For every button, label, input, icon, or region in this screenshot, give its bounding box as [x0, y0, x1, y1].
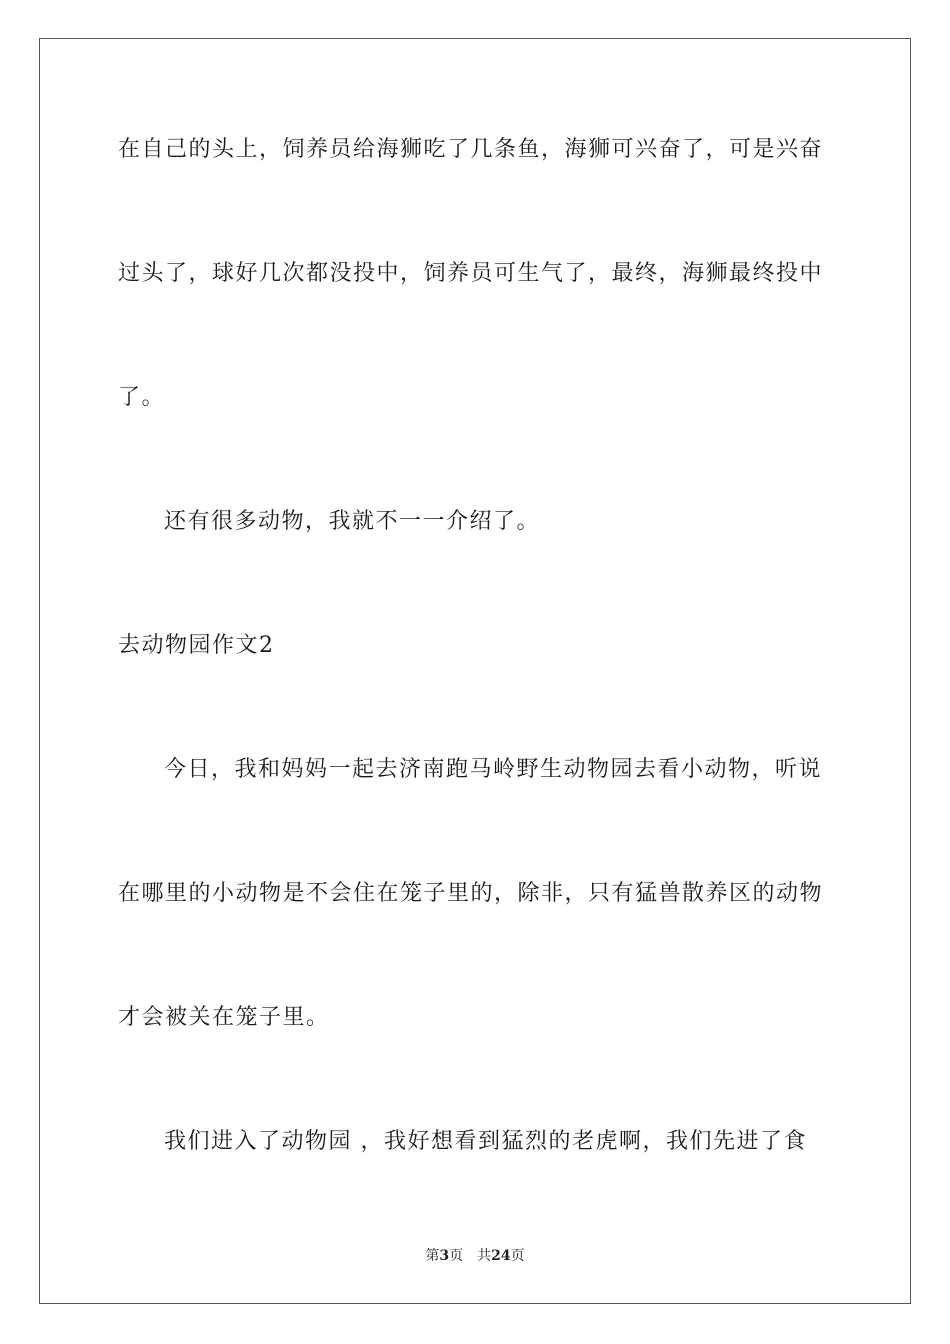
text-line: 过头了，球好几次都没投中，饲养员可生气了，最终，海狮最终投中: [118, 261, 824, 286]
total-pages: 24: [491, 1248, 511, 1264]
page-border: [39, 38, 911, 1304]
text-line: 了。: [118, 385, 166, 410]
total-prefix: 共: [477, 1248, 492, 1264]
text-line: 我们进入了动物园 ，我好想看到猛烈的老虎啊，我们先进了食: [164, 1129, 807, 1154]
page-number: 3: [439, 1248, 450, 1264]
text-line: 今日，我和妈妈一起去济南跑马岭野生动物园去看小动物，听说: [164, 757, 823, 782]
text-line: 才会被关在笼子里。: [118, 1005, 330, 1030]
total-suffix: 页: [510, 1248, 525, 1264]
page-suffix: 页: [449, 1248, 464, 1264]
text-line: 在自己的头上，饲养员给海狮吃了几条鱼，海狮可兴奋了，可是兴奋: [118, 137, 824, 162]
text-line: 在哪里的小动物是不会住在笼子里的，除非，只有猛兽散养区的动物: [118, 881, 824, 906]
page-footer: [0, 1246, 950, 1266]
page-prefix: 第: [425, 1248, 440, 1264]
section-heading: 去动物园作文2: [118, 633, 275, 658]
text-line: 还有很多动物，我就不一一介绍了。: [164, 509, 541, 534]
